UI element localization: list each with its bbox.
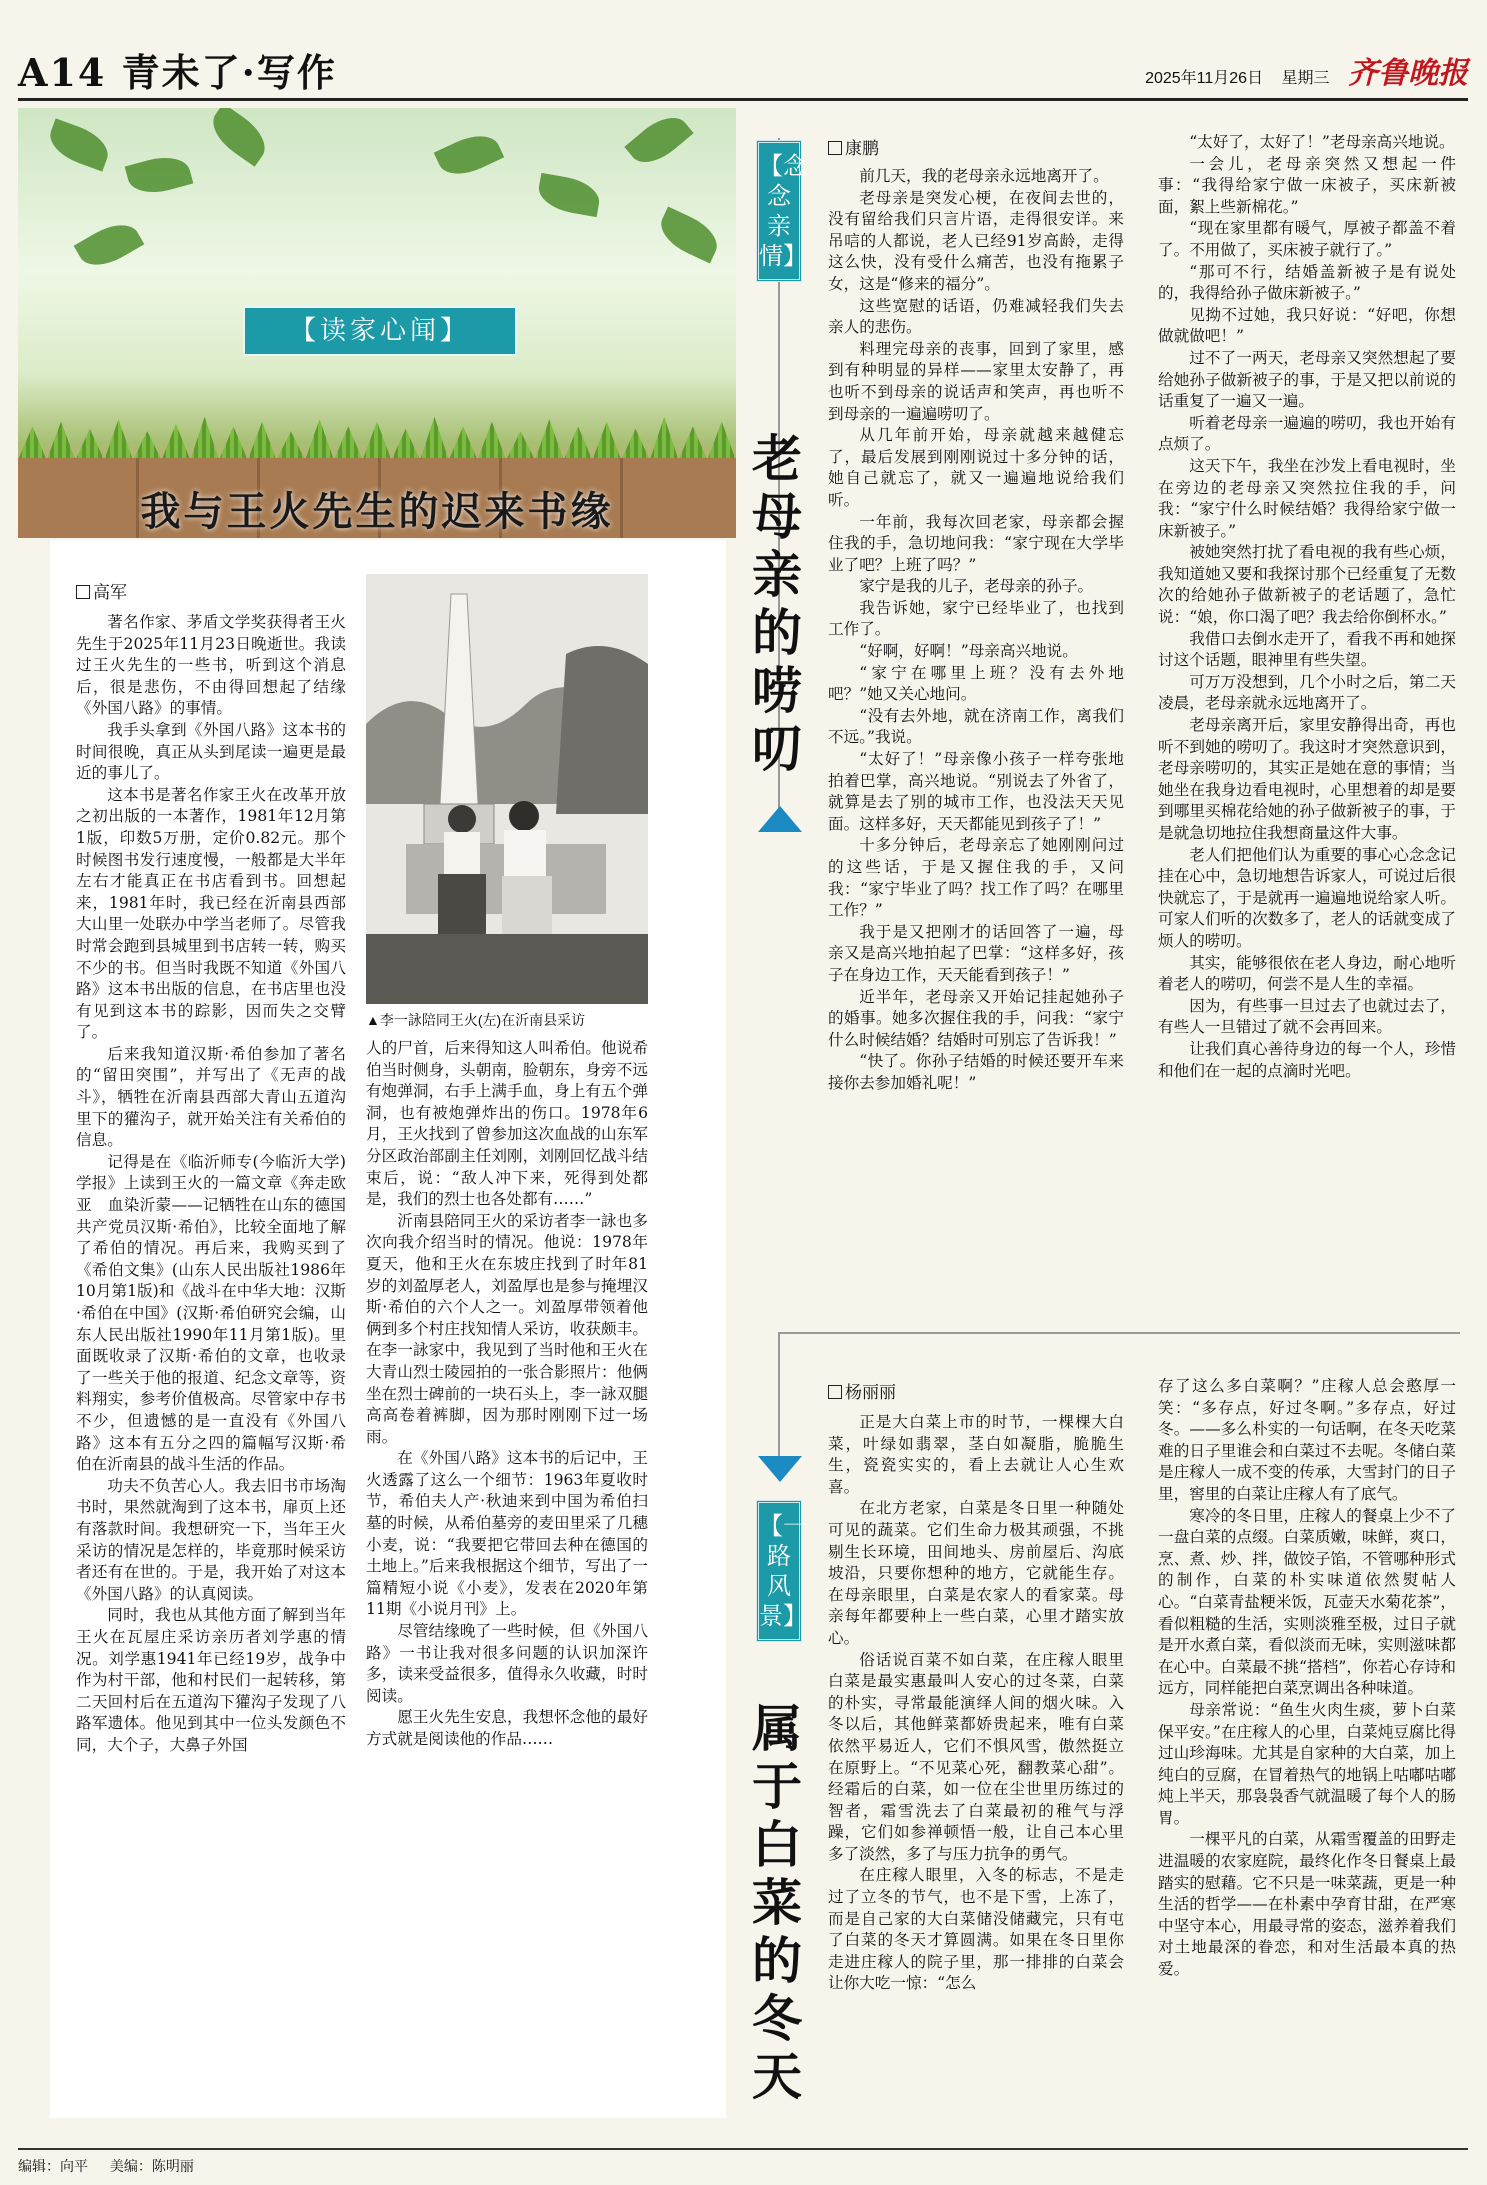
article-paragraph: “没有去外地，就在济南工作，离我们不远。”我说。 — [828, 706, 1124, 747]
byline-name: 高军 — [93, 583, 127, 602]
leaf-decoration — [434, 126, 505, 183]
article-paragraph: 可万万没想到，几个小时之后，第二天凌晨，老母亲就永远地离开了。 — [1158, 672, 1456, 713]
article-paragraph: 我借口去倒水走开了，看我不再和她探讨这个话题，眼神里有些失望。 — [1158, 629, 1456, 670]
byline-box-icon — [76, 585, 90, 599]
article-paragraph: 从几年前开始，母亲就越来越健忘了，最后发展到刚刚说过十多分钟的话，她自己就忘了，就又一遍遍地说给我们听。 — [828, 426, 1124, 509]
byline-box-icon — [828, 141, 842, 155]
story2-column-2 — [1158, 1376, 1456, 2112]
article-paragraph: “好啊，好啊！”母亲高兴地说。 — [859, 642, 1078, 661]
leaf-decoration — [204, 108, 274, 167]
article-paragraph: 寒冷的冬日里，庄稼人的餐桌上少不了一盘白菜的点缀。白菜质嫩，味鲜，爽口，烹、煮、炒、拌，做饺子馅，不管哪种形式的制作，白菜的朴实味道依然熨帖人心。“白菜青盐粳米饭，瓦壶天水菊花茶”，看似粗糙的生活，实则淡雅至极，过日子就是开水煮白菜，看似淡而无味，实则滋味都在心中。白菜最不挑“搭档”，你若心存诗和远方，同样能把白菜烹调出各种味道。 — [1158, 1506, 1456, 1698]
story2-title: 属于白菜的冬天 — [752, 1699, 802, 2106]
leaf-decoration — [44, 118, 114, 171]
article-paragraph: 老母亲离开后，家里安静得出奇，再也听不到她的唠叨了。我这时才突然意识到，老母亲唠叨的，其实正是她在意的事情；当她坐在我身边看电视时，心里想着的却是要到哪里买棉花给她的孙子做新被子的事，于是就急切地拉住我想商量这件大事。 — [1158, 716, 1456, 842]
article-paragraph: 俗话说百菜不如白菜，在庄稼人眼里白菜是最实惠最叫人安心的过冬菜，白菜的朴实，寻常最能演绎人间的烟火味。入冬以后，其他鲜菜都娇贵起来，唯有白菜依然平易近人，它们不惧风雪，傲然挺立在原野上。“不见菜心死，翻教菜心甜”。经霜后的白菜，如一位在尘世里历练过的智者，霜雪洗去了白菜最初的稚气与浮躁，它们如参禅顿悟一般，让自己本心里多了淡然，多了与压力抗争的勇气。 — [828, 1650, 1124, 1863]
article-paragraph: 正是大白菜上市的时节，一棵棵大白菜，叶绿如翡翠，茎白如凝脂，脆脆生生，瓷瓷实实的，看上去就让人心生欢喜。 — [828, 1413, 1124, 1496]
article-paragraph: “太好了！”母亲像小孩子一样夸张地拍着巴掌，高兴地说。“别说去了外省了，就算是去了别的城市工作，也没法天天见面。这样多好，天天都能见到孩子了！” — [828, 750, 1124, 833]
page-footer — [18, 2148, 1468, 2176]
feature-column-1 — [76, 612, 346, 2102]
article-paragraph: 这天下午，我坐在沙发上看电视时，坐在旁边的老母亲又突然拉住我的手，问我：“家宁什么时候结婚？我得给家宁做一床新被子。” — [1158, 456, 1456, 540]
feature-title: 我与王火先生的迟来书缘 — [140, 488, 614, 535]
article-paragraph: 后来我知道汉斯·希伯参加了著名的“留田突围”，并写出了《无声的战斗》，牺牲在沂南县西部大青山五道沟里下的獾沟子，就开始关注有关希伯的信息。 — [76, 1044, 346, 1150]
leaf-decoration — [624, 108, 693, 173]
article-paragraph: 料理完母亲的丧事，回到了家里，感到有种明显的异样——家里太安静了，再也听不到母亲的说话声和笑声，再也听不到母亲的一遍遍唠叨了。 — [828, 339, 1124, 423]
article-paragraph: 愿王火先生安息，我想怀念他的最好方式就是阅读他的作品…… — [366, 1708, 648, 1748]
article-paragraph: 记得是在《临沂师专(今临沂大学)学报》上读到王火的一篇文章《奔走欧亚 血染沂蒙——记牺牲在山东的德国共产党员汉斯·希伯》，比较全面地了解了希伯的情况。再后来，我购买到了《希伯文集》(山东人民出版社1986年10月第1版)和《战斗在中华大地：汉斯·希伯在中国》(汉斯·希伯研究会编，山东人民出版社1990年11月第1版)。里面既收录了汉斯·希伯的文章，也收录了一些关于他的报道、纪念文章等，资料翔实，参考价值极高。尽管家中存书不少，但遗憾的是一直没有《外国八路》这本有五分之四的篇幅写汉斯·希伯在沂南县的战斗生活的作品。 — [76, 1152, 346, 1474]
article-paragraph: 功夫不负苦心人。我去旧书市场淘书时，果然就淘到了这本书，扉页上还有落款时间。我想研究一下，当年王火采访的情况是怎样的，毕竟那时候采访者还有在世的。于是，我开始了对这本《外国八路》的认真阅读。 — [76, 1476, 346, 1603]
story2-column-1 — [828, 1412, 1124, 2112]
article-paragraph: 同时，我也从其他方面了解到当年王火在瓦屋庄采访亲历者刘学惠的情况。刘学惠1941年已经19岁，战争中作为村干部，他和村民们一起转移，第二天回村后在五道沟下獾沟子发现了八路军遗体。他见到其中一位头发颜色不同，大个子，大鼻子外国 — [76, 1606, 346, 1754]
page-section-label: A14 青未了·写作 — [18, 50, 337, 95]
newspaper-logo: 齐鲁晚报 — [1348, 57, 1468, 90]
feature-byline — [76, 578, 127, 603]
article-paragraph: 这本书是著名作家王火在改革开放之初出版的一本著作，1981年12月第1版，印数5万册，定价0.82元。那个时候图书发行速度慢，一般都是大半年左右才能真正在书店看到书。回想起来，1981年时，我已经在沂南县西部大山里一处联办中学当老师了。尽管我时常会跑到县城里到书店转一转，购买不少的书。但当时我既不知道《外国八路》这本书出版的信息，在书店里也没有见到这本书的踪影，因而失之交臂了。 — [76, 785, 346, 1042]
article-paragraph: 人的尸首，后来得知这人叫希伯。他说希伯当时侧身，头朝南，脸朝东，身旁不远有炮弹洞，右手上满手血，身上有五个弹洞，也有被炮弹炸出的伤口。1978年6月，王火找到了曾参加这次血战的山东军分区政治部副主任刘刚，刘刚回忆战斗结束后，说：“敌人冲下来，死得到处都是，我们的烈士也各处都有……” — [366, 1039, 648, 1209]
article-paragraph: 一棵平凡的白菜，从霜雪覆盖的田野走进温暖的农家庭院，最终化作冬日餐桌上最踏实的慰藉。它不只是一味菜蔬，更是一种生活的哲学——在朴素中孕育甘甜，在严寒中坚守本心，用最寻常的姿态，滋养着我们对土地最深的眷恋，和对生活最本真的热爱。 — [1158, 1830, 1456, 1979]
divider-vertical-bottom — [778, 1332, 780, 1472]
article-paragraph: 前几天，我的老母亲永远地离开了。 — [859, 167, 1109, 185]
story1-column-1 — [828, 166, 1124, 1226]
article-paragraph: 老母亲是突发心梗，在夜间去世的，没有留给我们只言片语，走得很安详。来吊唁的人都说，老人已经91岁高龄，走得这么快，没有受什么痛苦，也没有拖累子女，这是“修来的福分”。 — [828, 188, 1124, 293]
article-paragraph: 存了这么多白菜啊？”庄稼人总会憨厚一笑：“多存点，好过冬啊。”多存点，好过冬。——多么朴实的一句话啊，在冬天吃菜难的日子里谁会和白菜过不去呢。冬储白菜是庄稼人一成不变的传承，大雪封门的日子里，窖里的白菜让庄稼人有了底气。 — [1158, 1377, 1456, 1503]
masthead — [18, 40, 1468, 101]
article-paragraph: 我告诉她，家宁已经毕业了，也找到工作了。 — [828, 598, 1124, 639]
byline-name: 杨丽丽 — [845, 1383, 896, 1402]
byline-box-icon — [828, 1385, 842, 1399]
leaf-decoration — [74, 215, 145, 275]
story2-column-tag: 【一路风景】 — [756, 1500, 802, 1642]
article-paragraph: 在《外国八路》这本书的后记中，王火透露了这么一个细节：1963年夏收时节，希伯夫人产·秋迪来到中国为希伯扫墓的时候，从希伯墓旁的麦田里采了几穗小麦，说：“我要把它带回去种在德国的土地上。”后来我根据这个细节，写出了一篇精短小说《小麦》，发表在2020年第11期《小说月刊》上。 — [366, 1449, 648, 1619]
article-paragraph: 一年前，我每次回老家，母亲都会握住我的手，急切地问我：“家宁现在大学毕业了吧？上班了吗？” — [828, 512, 1124, 574]
article-paragraph: “现在家里都有暖气，厚被子都盖不着了。不用做了，买床被子就行了。” — [1158, 219, 1456, 259]
article-paragraph: 沂南县陪同王火的采访者李一詠也多次向我介绍当时的情况。他说：1978年夏天，他和王火在东坡庄找到了时年81岁的刘盈厚老人，刘盈厚也是参与掩埋汉斯·希伯的六个人之一。刘盈厚带领着他俩到多个村庄找知情人采访，收获颇丰。在李一詠家中，我见到了当时他和王火在大青山烈士陵园拍的一张合影照片：他俩坐在烈士碑前的一块石头上，李一詠双腿高高卷着裤脚，因为那时刚刚下过一场雨。 — [366, 1211, 648, 1446]
article-paragraph: 十多分钟后，老母亲忘了她刚刚问过的这些话，于是又握住我的手，又问我：“家宁毕业了吗？找工作了吗？在哪里工作？” — [828, 836, 1124, 920]
article-paragraph: “快了。你孙子结婚的时候还要开车来接你去参加婚礼呢！” — [828, 1052, 1124, 1092]
leaf-decoration — [654, 206, 725, 263]
story2-byline — [828, 1378, 896, 1403]
article-paragraph: 尽管结缘晚了一些时候，但《外国八路》一书让我对很多问题的认识加深许多，读来受益很多，值得永久收藏，时时阅读。 — [366, 1622, 648, 1705]
article-paragraph: 因为，有些事一旦过去了也就过去了，有些人一旦错过了就不会再回来。 — [1158, 996, 1456, 1037]
weekday: 星期三 — [1281, 70, 1330, 87]
byline-name: 康鹏 — [845, 139, 879, 158]
editor-credit: 编辑：向平 — [18, 2158, 88, 2174]
article-paragraph: 著名作家、茅盾文学奖获得者王火先生于2025年11月23日晚逝世。我读过王火先生的一些书，听到这个消息后，很是悲伤，不由得回想起了结缘《外国八路》的事情。 — [76, 613, 346, 718]
column-tag: 【读家心闻】 — [243, 306, 517, 356]
photo-caption: ▲李一詠陪同王火(左)在沂南县采访 — [366, 1012, 586, 1028]
article-paragraph: 一会儿，老母亲突然又想起一件事：“我得给家宁做一床被子，买床新被面，絮上些新棉花。” — [1158, 154, 1456, 216]
arrow-up-icon — [758, 806, 802, 832]
article-paragraph: “那可不行，结婚盖新被子是有说处的，我得给孙子做床新被子。” — [1158, 262, 1456, 303]
article-paragraph: 在北方老家，白菜是冬日里一种随处可见的蔬菜。它们生命力极其顽强，不挑剔生长环境，田间地头、房前屋后、沟底坡沿，只要你想种的地方，它就能生存。在母亲眼里，白菜是农家人的看家菜。母亲每年都要种上一些白菜，心里才踏实放心。 — [828, 1499, 1124, 1647]
article-paragraph: 我手头拿到《外国八路》这本书的时间很晚，真正从头到尾读一遍更是最近的事儿了。 — [76, 720, 346, 783]
archive-photo — [366, 574, 648, 1004]
article-paragraph: 在庄稼人眼里，入冬的标志，不是走过了立冬的节气，也不是下雪，上冻了，而是自己家的大白菜储没储藏完，只有屯了白菜的冬天才算圆满。如果在冬日里你走进庄稼人的院子里，那一排排的白菜会让你大吃一惊：“怎么 — [828, 1866, 1124, 1993]
arrow-down-icon — [758, 1456, 802, 1482]
art-editor-credit: 美编：陈明丽 — [109, 2158, 194, 2174]
article-paragraph: 我于是又把刚才的话回答了一遍，母亲又是高兴地拍起了巴掌：“这样多好，孩子在身边工作，天天能看到孩子！” — [828, 922, 1124, 984]
story1-column-2 — [1158, 132, 1456, 1312]
monument-photo-image — [366, 574, 648, 1004]
grass-decoration — [18, 412, 736, 460]
article-paragraph: 其实，能够很依在老人身边，耐心地听着老人的唠叨，何尝不是人生的幸福。 — [1158, 953, 1456, 994]
leaf-decoration — [125, 151, 194, 200]
divider-horizontal — [778, 1332, 1460, 1334]
article-paragraph: 母亲常说：“鱼生火肉生痰，萝卜白菜保平安。”在庄稼人的心里，白菜炖豆腐比得过山珍海味。尤其是自家种的大白菜，加上纯白的豆腐，在冒着热气的地锅上咕嘟咕嘟炖上半天，那袅袅香气就温暖了每个人的肠胃。 — [1158, 1700, 1456, 1827]
feature-banner — [18, 108, 736, 538]
leaf-decoration — [536, 173, 603, 217]
article-paragraph: 家宁是我的儿子，老母亲的孙子。 — [859, 577, 1094, 596]
story1-byline — [828, 134, 879, 159]
article-paragraph: 过不了一两天，老母亲又突然想起了要给她孙子做新被子的事，于是又把以前说的话重复了一遍又一遍。 — [1158, 348, 1456, 411]
article-paragraph: 近半年，老母亲又开始记挂起她孙子的婚事。她多次握住我的手，问我：“家宁什么时候结婚？结婚时可别忘了告诉我！” — [828, 987, 1124, 1049]
masthead-meta — [1131, 48, 1468, 92]
feature-column-2 — [366, 1038, 648, 2098]
article-paragraph: 这些宽慰的话语，仍难减轻我们失去亲人的悲伤。 — [828, 296, 1124, 337]
issue-date: 2025年11月26日 — [1145, 70, 1264, 87]
story1-column-tag: 【念念亲情】 — [756, 140, 802, 282]
article-paragraph: “太好了，太好了！”老母亲高兴地说。 — [1189, 133, 1455, 151]
article-paragraph: “家宁在哪里上班？没有去外地吧？”她又关心地问。 — [828, 663, 1124, 704]
article-paragraph: 让我们真心善待身边的每一个人，珍惜和他们在一起的点滴时光吧。 — [1158, 1039, 1456, 1080]
article-paragraph: 听着老母亲一遍遍的唠叨，我也开始有点烦了。 — [1158, 413, 1456, 454]
article-paragraph: 老人们把他们认为重要的事心心念念记挂在心中，急切地想告诉家人，可说过后很快就忘了，于是就再一遍遍地说给家人听。可家人们听的次数多了，老人的话就变成了烦人的唠叨。 — [1158, 845, 1456, 950]
article-paragraph: 被她突然打扰了看电视的我有些心烦，我知道她又要和我探讨那个已经重复了无数次的给她孙子做新被子的老话题了，急忙说：“娘，你口渴了吧？我去给你倒杯水。” — [1158, 543, 1456, 627]
article-paragraph: 见拗不过她，我只好说：“好吧，你想做就做吧！” — [1158, 305, 1456, 346]
story1-title: 老母亲的唠叨 — [752, 429, 802, 778]
